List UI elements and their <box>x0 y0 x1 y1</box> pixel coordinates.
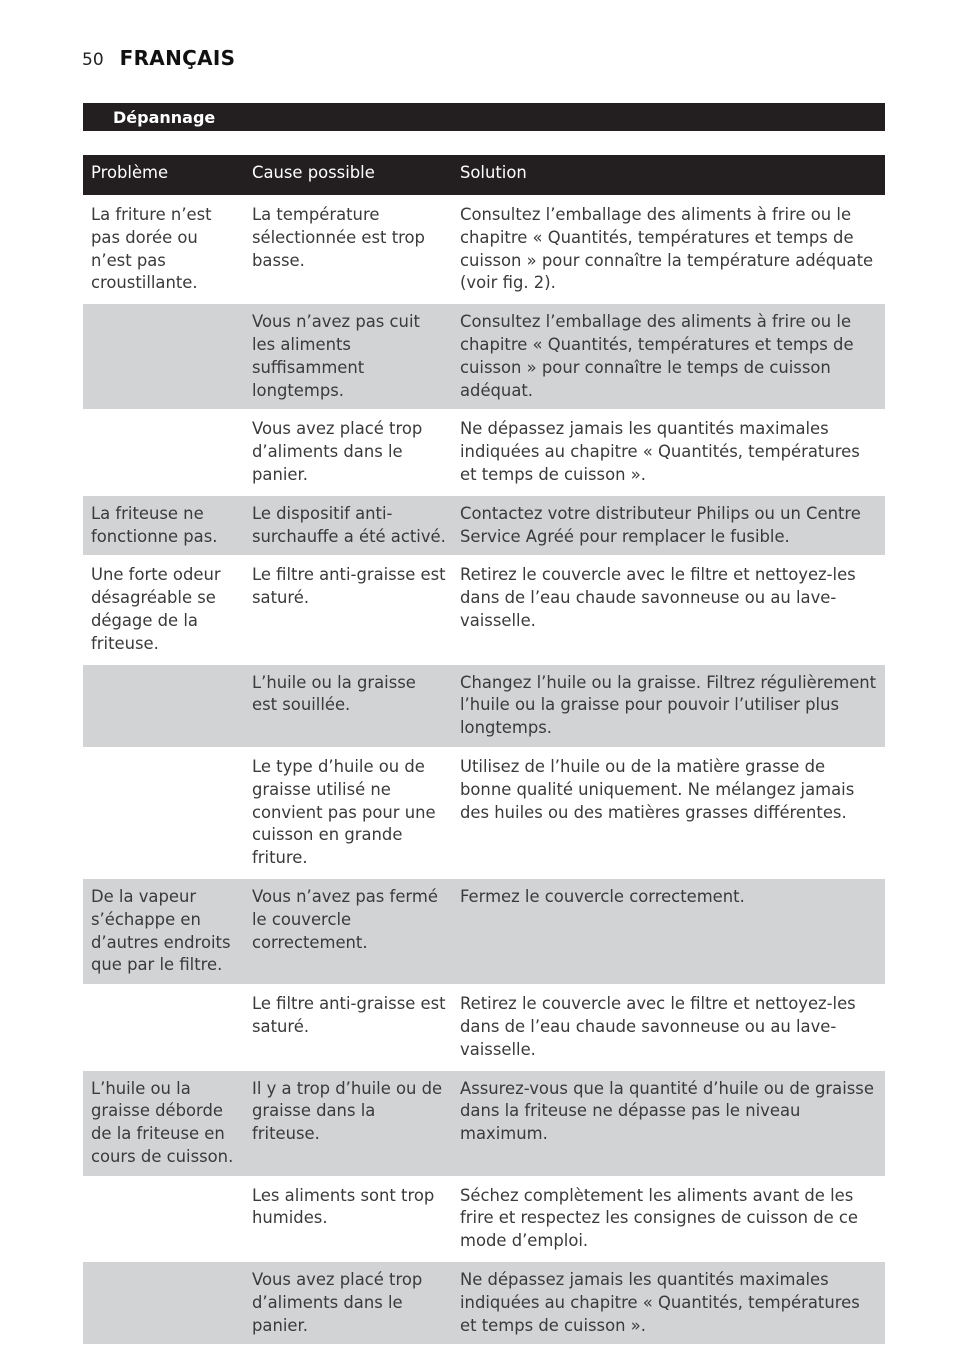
problem-cell: La friteuse ne fonctionne pas. <box>83 495 244 557</box>
cause-cell: Vous avez placé trop d’aliments dans le panier. <box>244 410 452 494</box>
solution-cell: Ne dépassez jamais les quantités maximales indiquées au chapitre « Quantités, températures et temps de cuisson ». <box>452 1261 885 1345</box>
cause-cell: Le filtre anti-graisse est saturé. <box>244 985 452 1069</box>
table-row <box>83 196 885 303</box>
column-header-cause: Cause possible <box>244 155 452 196</box>
table-row <box>83 303 885 410</box>
problem-cell: Une forte odeur désagréable se dégage de la friteuse. <box>83 556 244 663</box>
solution-cell: Contactez votre distributeur Philips ou un Centre Service Agréé pour remplacer le fusible. <box>452 495 885 557</box>
problem-cell: La friture n’est pas dorée ou n’est pas croustillante. <box>83 196 244 303</box>
problem-cell <box>83 985 244 1069</box>
solution-cell: Changez l’huile ou la graisse. Filtrez régulièrement l’huile ou la graisse pour pouvoir l’utiliser plus longtemps. <box>452 664 885 748</box>
page-header <box>82 46 235 70</box>
table-row <box>83 410 885 494</box>
solution-cell: Assurez-vous que la quantité d’huile ou de graisse dans la friteuse ne dépasse pas le niveau maximum. <box>452 1070 885 1177</box>
problem-cell: De la vapeur s’échappe en d’autres endroits que par le filtre. <box>83 878 244 985</box>
cause-cell: Le type d’huile ou de graisse utilisé ne convient pas pour une cuisson en grande friture. <box>244 748 452 878</box>
cause-cell: Le dispositif anti-surchauffe a été activé. <box>244 495 452 557</box>
problem-cell <box>83 1177 244 1261</box>
solution-cell: Utilisez de l’huile ou de la matière grasse de bonne qualité uniquement. Ne mélangez jamais des huiles ou des matières grasses différentes. <box>452 748 885 878</box>
solution-cell: Retirez le couvercle avec le filtre et nettoyez-les dans de l’eau chaude savonneuse ou au lave-vaisselle. <box>452 556 885 663</box>
table-row <box>83 495 885 557</box>
cause-cell: Le filtre anti-graisse est saturé. <box>244 556 452 663</box>
page-language-title: FRANÇAIS <box>119 46 236 70</box>
table-row <box>83 878 885 985</box>
solution-cell: Séchez complètement les aliments avant de les frire et respectez les consignes de cuisson de ce mode d’emploi. <box>452 1177 885 1261</box>
table-row <box>83 664 885 748</box>
problem-cell: L’huile ou la graisse déborde de la friteuse en cours de cuisson. <box>83 1070 244 1177</box>
table-row <box>83 556 885 663</box>
cause-cell: Vous avez placé trop d’aliments dans le panier. <box>244 1261 452 1345</box>
table-row <box>83 748 885 878</box>
solution-cell: Ne dépassez jamais les quantités maximales indiquées au chapitre « Quantités, températures et temps de cuisson ». <box>452 410 885 494</box>
column-header-solution: Solution <box>452 155 885 196</box>
section-title: Dépannage <box>83 103 885 131</box>
cause-cell: La température sélectionnée est trop basse. <box>244 196 452 303</box>
problem-cell <box>83 303 244 410</box>
cause-cell: Vous n’avez pas fermé le couvercle correctement. <box>244 878 452 985</box>
table-row <box>83 1070 885 1177</box>
cause-cell: Vous n’avez pas cuit les aliments suffisamment longtemps. <box>244 303 452 410</box>
problem-cell <box>83 664 244 748</box>
solution-cell: Retirez le couvercle avec le filtre et nettoyez-les dans de l’eau chaude savonneuse ou au lave-vaisselle. <box>452 985 885 1069</box>
solution-cell: Consultez l’emballage des aliments à frire ou le chapitre « Quantités, températures et temps de cuisson » pour connaître le temps de cuisson adéquat. <box>452 303 885 410</box>
solution-cell: Consultez l’emballage des aliments à frire ou le chapitre « Quantités, températures et temps de cuisson » pour connaître la température adéquate (voir fig. 2). <box>452 196 885 303</box>
problem-cell <box>83 410 244 494</box>
cause-cell: Il y a trop d’huile ou de graisse dans la friteuse. <box>244 1070 452 1177</box>
table-row <box>83 1177 885 1261</box>
table-header-row <box>83 155 885 196</box>
cause-cell: L’huile ou la graisse est souillée. <box>244 664 452 748</box>
problem-cell <box>83 1261 244 1345</box>
cause-cell: Les aliments sont trop humides. <box>244 1177 452 1261</box>
table-row <box>83 985 885 1069</box>
table-row <box>83 1261 885 1345</box>
solution-cell: Fermez le couvercle correctement. <box>452 878 885 985</box>
page-number: 50 <box>82 50 104 70</box>
problem-cell <box>83 748 244 878</box>
column-header-problem: Problème <box>83 155 244 196</box>
troubleshooting-table <box>83 155 885 1346</box>
